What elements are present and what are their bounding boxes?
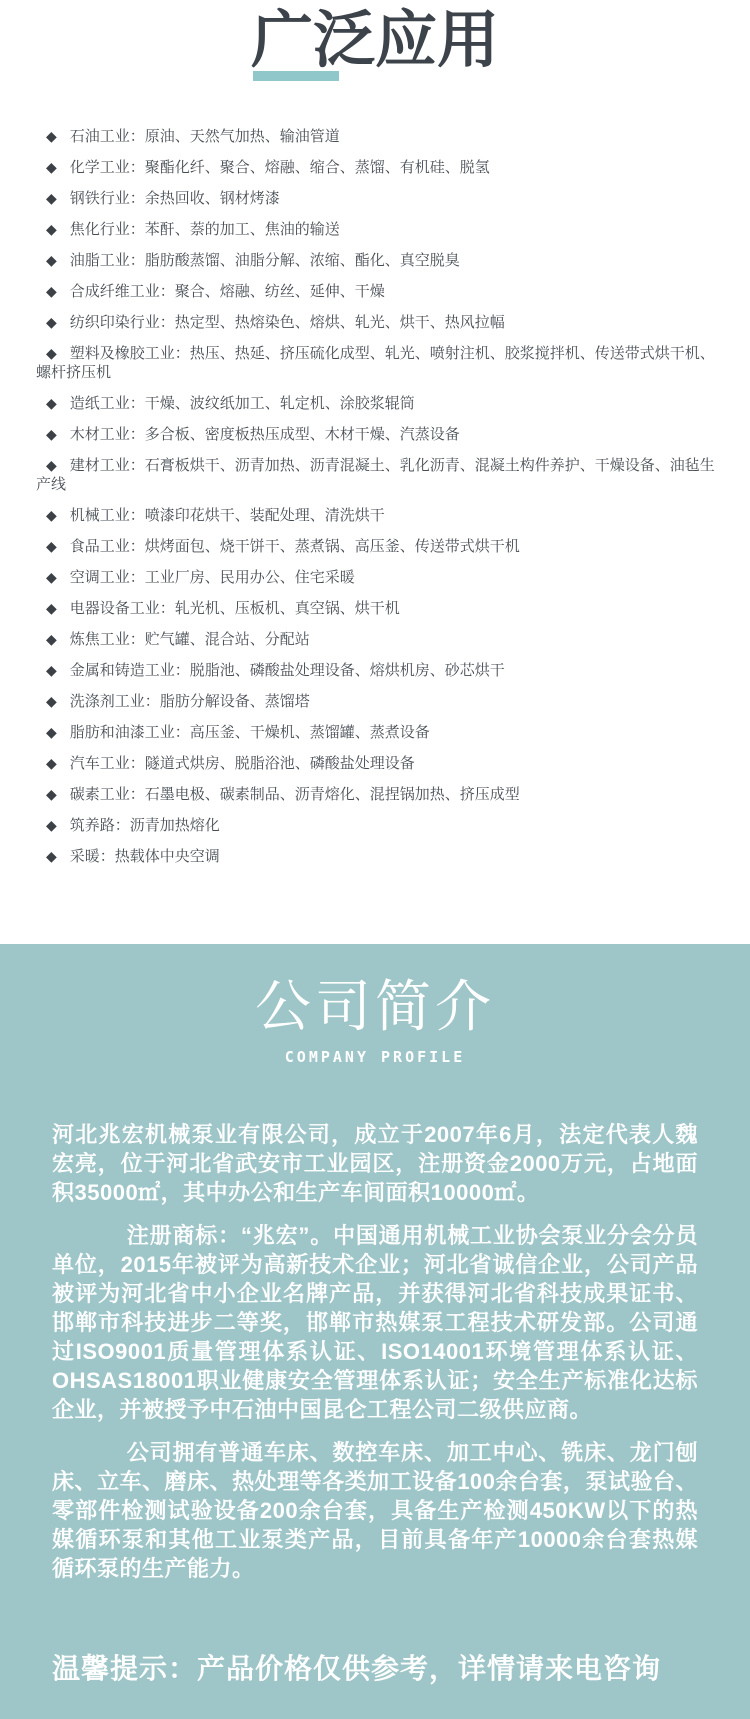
application-list-item [36, 313, 722, 332]
application-list-item [36, 568, 722, 587]
application-list-item [36, 282, 722, 301]
application-text: 电器设备工业：轧光机、压板机、真空锅、烘干机 [69, 600, 400, 618]
application-list-item [36, 847, 722, 866]
diamond-bullet-icon: ◆ [46, 631, 57, 648]
application-text: 合成纤维工业：聚合、熔融、纺丝、延伸、干燥 [69, 283, 385, 301]
application-list-item [36, 785, 722, 804]
diamond-bullet-icon: ◆ [46, 817, 57, 834]
application-text: 脂肪和油漆工业：高压釜、干燥机、蒸馏罐、蒸煮设备 [69, 724, 430, 742]
application-text: 汽车工业：隧道式烘房、脱脂浴池、磷酸盐处理设备 [69, 755, 415, 773]
application-text: 采暖：热载体中央空调 [69, 848, 220, 866]
diamond-bullet-icon: ◆ [46, 538, 57, 555]
diamond-bullet-icon: ◆ [46, 786, 57, 803]
applications-title: 广泛应用 [250, 6, 499, 75]
diamond-bullet-icon: ◆ [46, 395, 57, 412]
application-text: 空调工业：工业厂房、民用办公、住宅采暖 [69, 569, 355, 587]
diamond-bullet-icon: ◆ [46, 190, 57, 207]
diamond-bullet-icon: ◆ [46, 600, 57, 617]
company-profile-subtitle: COMPANY PROFILE [284, 1047, 466, 1066]
application-list-item [36, 251, 722, 270]
application-text: 机械工业：喷漆印花烘干、装配处理、清洗烘干 [69, 507, 385, 525]
application-text: 焦化行业：苯酐、萘的加工、焦油的输送 [69, 221, 340, 239]
company-paragraph: 公司拥有普通车床、数控车床、加工中心、铣床、龙门刨床、立车、磨床、热处理等各类加工设备100余台套，泵试验台、零部件检测试验设备200余台套，具备生产检测450KW以下的热媒循环泵和其他工业泵类产品，目前具备年产10000余台套热媒循环泵的生产能力。 [52, 1439, 698, 1581]
application-list-item [36, 816, 722, 835]
application-list-item [36, 692, 722, 711]
diamond-bullet-icon: ◆ [46, 724, 57, 741]
application-list-item [36, 506, 722, 525]
company-profile-title: 公司简介 [255, 975, 495, 1039]
diamond-bullet-icon: ◆ [46, 345, 57, 362]
application-text: 洗涤剂工业：脂肪分解设备、蒸馏塔 [69, 693, 310, 711]
application-text: 塑料及橡胶工业：热压、热延、挤压硫化成型、轧光、喷射注机、胶浆搅拌机、传送带式烘干机、螺杆挤压机 [36, 345, 715, 382]
application-list-item [36, 220, 722, 239]
application-text: 石油工业：原油、天然气加热、输油管道 [69, 128, 340, 146]
application-text: 炼焦工业：贮气罐、混合站、分配站 [69, 631, 310, 649]
application-list-item [36, 158, 722, 177]
application-text: 金属和铸造工业：脱脂池、磷酸盐处理设备、熔烘机房、砂芯烘干 [69, 662, 505, 680]
diamond-bullet-icon: ◆ [46, 755, 57, 772]
application-text: 化学工业：聚酯化纤、聚合、熔融、缩合、蒸馏、有机硅、脱氢 [69, 159, 490, 177]
diamond-bullet-icon: ◆ [46, 457, 57, 474]
application-list-item [36, 537, 722, 556]
diamond-bullet-icon: ◆ [46, 848, 57, 865]
application-list-item [36, 127, 722, 146]
applications-list [36, 127, 722, 866]
company-paragraph: 注册商标：“兆宏”。中国通用机械工业协会泵业分会分员单位，2015年被评为高新技术企业；河北省诚信企业，公司产品被评为河北省中小企业名牌产品，并获得河北省科技成果证书、邯郸市科技进步二等奖，邯郸市热媒泵工程技术研发部。公司通过ISO9001质量管理体系认证、ISO14001环境管理体系认证、OHSAS18001职业健康安全管理体系认证；安全生产标准化达标企业，并被授予中石油中国昆仑工程公司二级供应商。 [52, 1222, 698, 1422]
application-list-item [36, 394, 722, 413]
diamond-bullet-icon: ◆ [46, 252, 57, 269]
diamond-bullet-icon: ◆ [46, 693, 57, 710]
application-text: 碳素工业：石墨电极、碳素制品、沥青熔化、混捏锅加热、挤压成型 [69, 786, 520, 804]
diamond-bullet-icon: ◆ [46, 221, 57, 238]
application-text: 食品工业：烘烤面包、烧干饼干、蒸煮锅、高压釜、传送带式烘干机 [69, 538, 520, 556]
application-list-item [36, 456, 722, 494]
diamond-bullet-icon: ◆ [46, 314, 57, 331]
company-paragraph: 河北兆宏机械泵业有限公司，成立于2007年6月，法定代表人魏宏亮，位于河北省武安市工业园区，注册资金2000万元，占地面积35000㎡，其中办公和生产车间面积10000㎡。 [52, 1121, 698, 1205]
application-text: 木材工业：多合板、密度板热压成型、木材干燥、汽蒸设备 [69, 426, 460, 444]
application-list-item [36, 723, 722, 742]
application-text: 造纸工业：干燥、波纹纸加工、轧定机、涂胶浆辊筒 [69, 395, 415, 413]
application-list-item [36, 425, 722, 444]
application-list-item [36, 630, 722, 649]
application-list-item [36, 754, 722, 773]
diamond-bullet-icon: ◆ [46, 569, 57, 586]
application-list-item [36, 189, 722, 208]
application-text: 油脂工业：脂肪酸蒸馏、油脂分解、浓缩、酯化、真空脱臭 [69, 252, 460, 270]
application-text: 纺织印染行业：热定型、热熔染色、熔烘、轧光、烘干、热风拉幅 [69, 314, 505, 332]
diamond-bullet-icon: ◆ [46, 426, 57, 443]
application-list-item [36, 599, 722, 618]
diamond-bullet-icon: ◆ [46, 283, 57, 300]
diamond-bullet-icon: ◆ [46, 507, 57, 524]
application-list-item [36, 344, 722, 382]
diamond-bullet-icon: ◆ [46, 159, 57, 176]
diamond-bullet-icon: ◆ [46, 128, 57, 145]
diamond-bullet-icon: ◆ [46, 662, 57, 679]
application-text: 筑养路：沥青加热熔化 [69, 817, 220, 835]
price-tip-text: 温馨提示：产品价格仅供参考，详情请来电咨询 [52, 1652, 662, 1684]
application-text: 钢铁行业：余热回收、钢材烤漆 [69, 190, 280, 208]
application-text: 建材工业：石膏板烘干、沥青加热、沥青混凝土、乳化沥青、混凝土构件养护、干燥设备、油毡生产线 [36, 457, 715, 494]
company-profile-section [0, 944, 750, 1719]
company-paragraphs [52, 1120, 698, 1583]
application-list-item [36, 661, 722, 680]
